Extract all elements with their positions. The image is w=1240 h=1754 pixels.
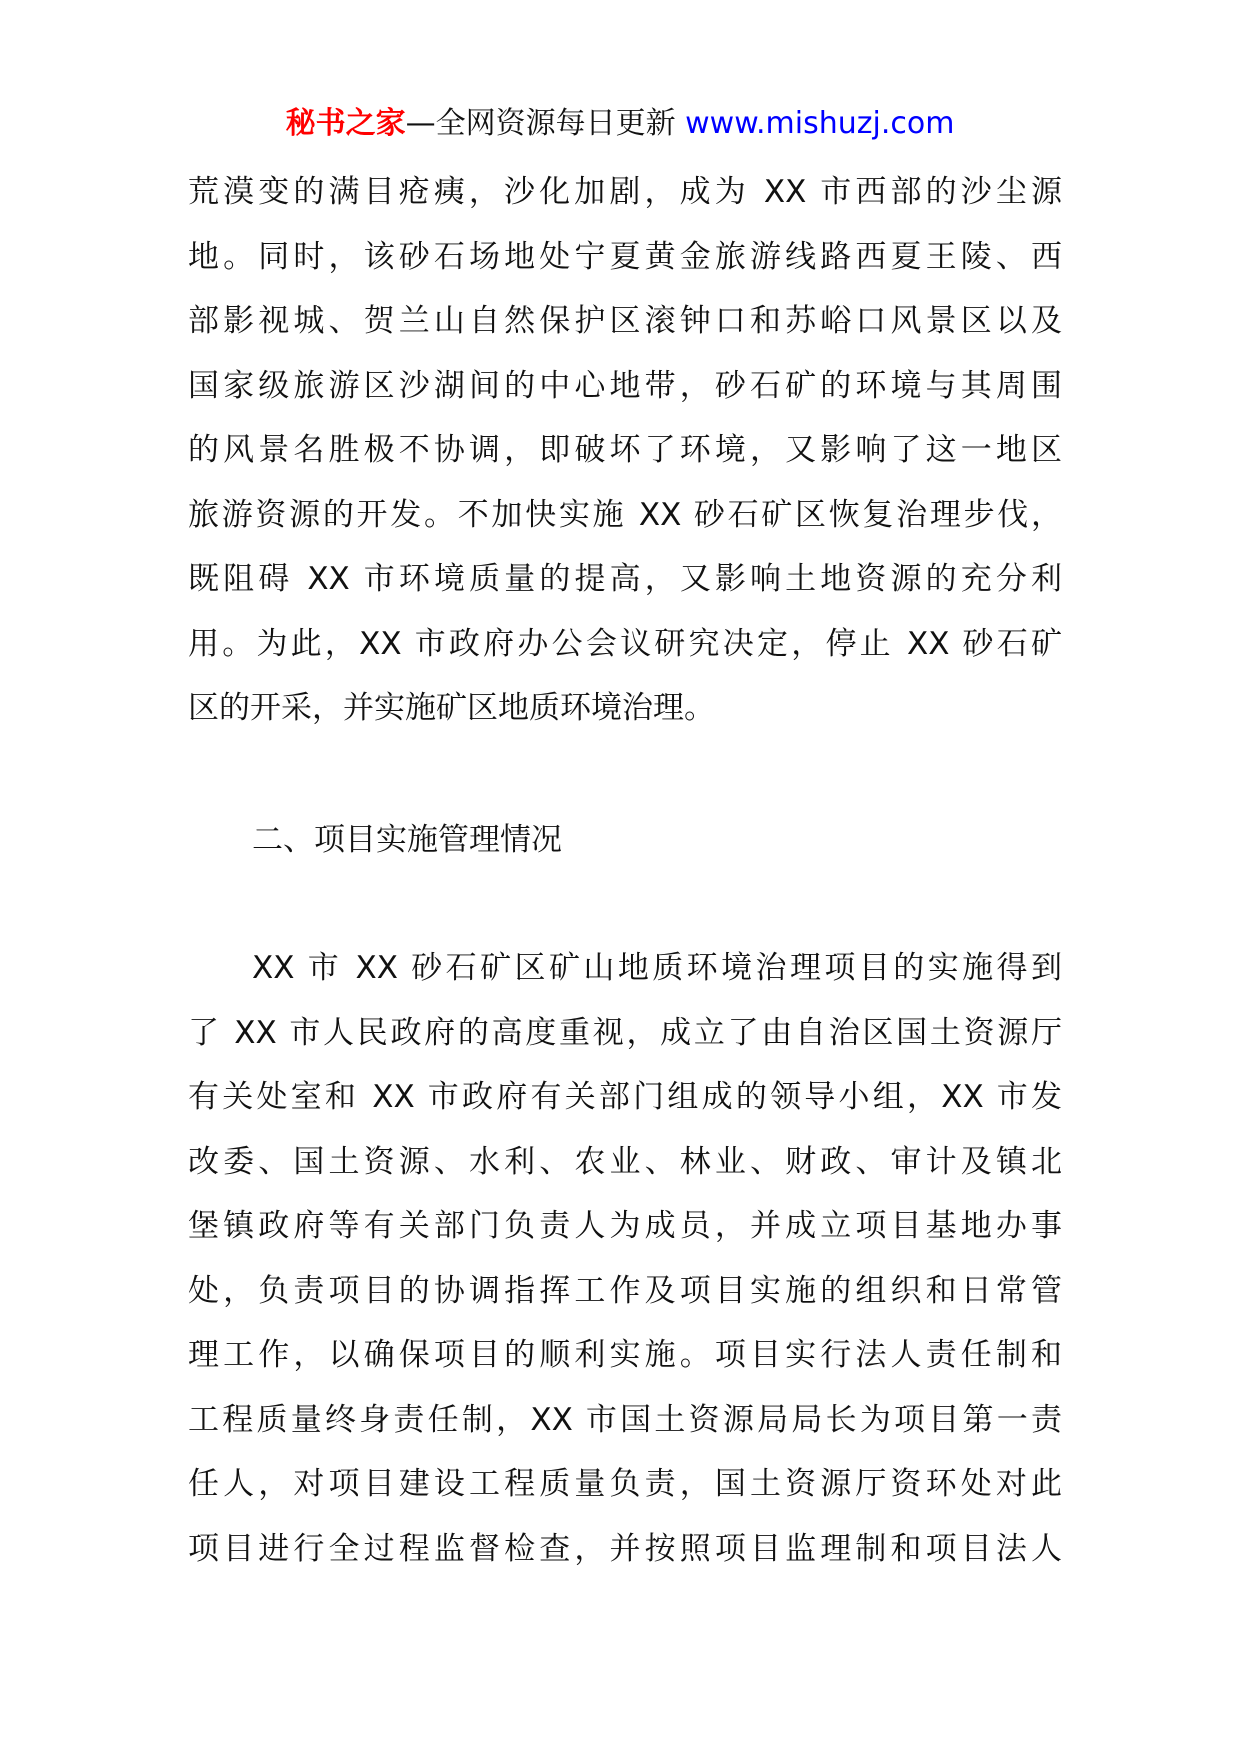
text-line: 任人，对项目建设工程质量负责，国土资源厅资环处对此 bbox=[188, 1466, 1062, 1502]
text-line: 区的开采，并实施矿区地质环境治理。 bbox=[188, 690, 715, 726]
text-line: 处，负责项目的协调指挥工作及项目实施的组织和日常管 bbox=[188, 1272, 1062, 1309]
text-line: 堡镇政府等有关部门负责人为成员，并成立项目基地办事 bbox=[188, 1208, 1062, 1244]
text-line: 有关处室和 XX 市政府有关部门组成的领导小组，XX 市发 bbox=[188, 1079, 1062, 1115]
brand-name: 秘书之家 bbox=[285, 106, 406, 141]
text-line: 改委、国土资源、水利、农业、林业、财政、审计及镇北 bbox=[188, 1143, 1062, 1180]
text-line: 用。为此，XX 市政府办公会议研究决定，停止 XX 砂石矿 bbox=[188, 625, 1062, 662]
website-link[interactable]: www.mishuzj.com bbox=[685, 106, 955, 141]
text-line: 既阻碍 XX 市环境质量的提高，又影响土地资源的充分利 bbox=[188, 561, 1062, 597]
text-line: 了 XX 市人民政府的高度重视，成立了由自治区国土资源厅 bbox=[188, 1014, 1062, 1051]
text-line: 地。同时，该砂石场地处宁夏黄金旅游线路西夏王陵、西 bbox=[188, 238, 1062, 275]
text-line: 理工作，以确保项目的顺利实施。项目实行法人责任制和 bbox=[188, 1337, 1062, 1373]
section-heading: 二、项目实施管理情况 bbox=[252, 822, 562, 858]
text-line: 项目进行全过程监督检查，并按照项目监理制和项目法人 bbox=[188, 1530, 1062, 1567]
text-line: 的风景名胜极不协调，即破坏了环境，又影响了这一地区 bbox=[188, 432, 1062, 468]
paragraph-1 bbox=[188, 160, 1062, 741]
text-line: 国家级旅游区沙湖间的中心地带，砂石矿的环境与其周围 bbox=[188, 367, 1062, 404]
text-line: 旅游资源的开发。不加快实施 XX 砂石矿区恢复治理步伐， bbox=[188, 496, 1062, 533]
text-line: 部影视城、贺兰山自然保护区滚钟口和苏峪口风景区以及 bbox=[188, 303, 1062, 339]
text-line: 工程质量终身责任制，XX 市国土资源局局长为项目第一责 bbox=[188, 1401, 1062, 1438]
page-header bbox=[0, 102, 1240, 146]
paragraph-2 bbox=[188, 936, 1062, 1581]
text-line: 荒漠变的满目疮痍，沙化加剧，成为 XX 市西部的沙尘源 bbox=[188, 174, 1062, 210]
header-tagline: —全网资源每日更新 bbox=[405, 106, 686, 141]
text-line: XX 市 XX 砂石矿区矿山地质环境治理项目的实施得到 bbox=[252, 950, 1062, 986]
